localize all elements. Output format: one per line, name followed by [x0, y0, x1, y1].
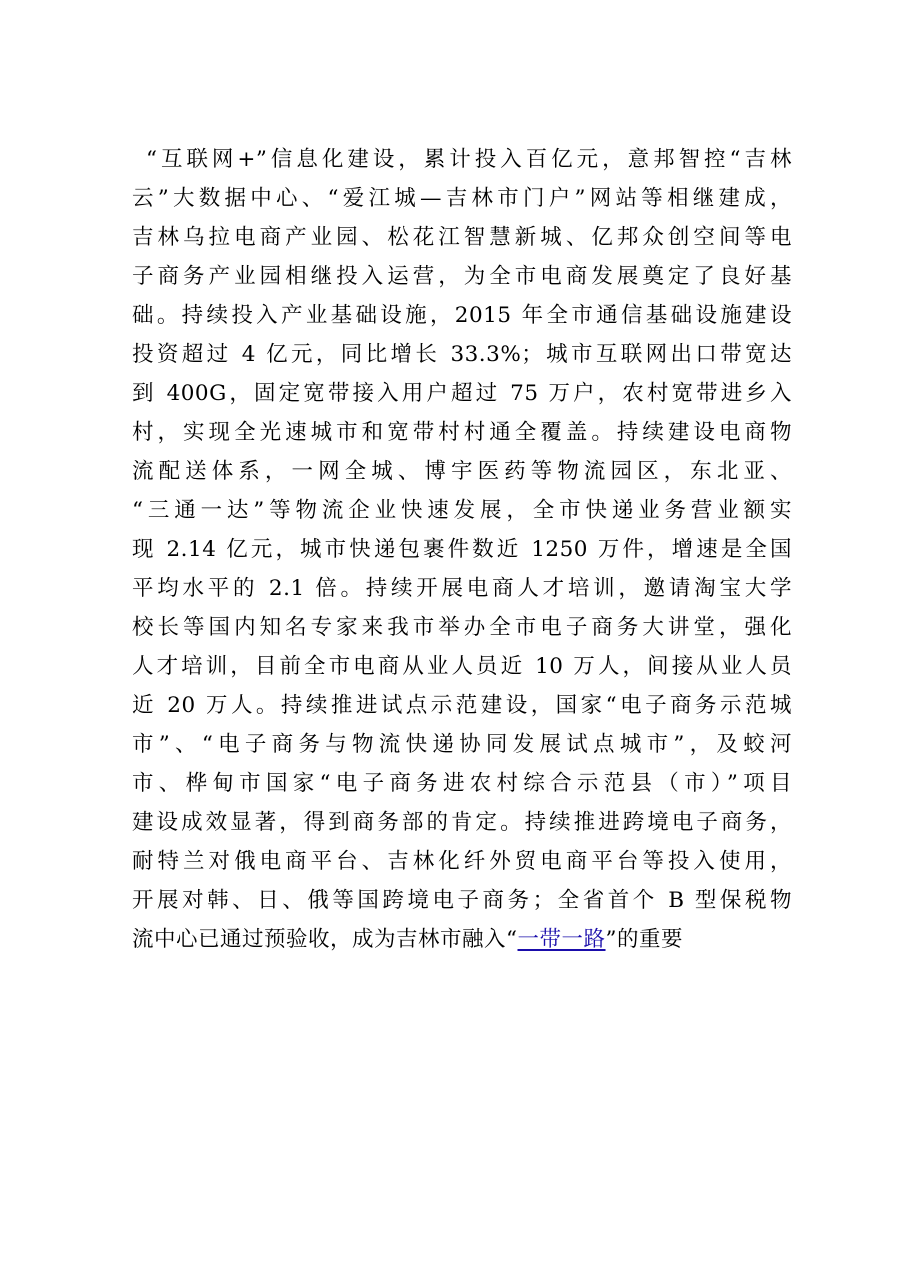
text-line: 建设成效显著，得到商务部的肯定。持续推进跨境电子商务，	[132, 810, 792, 835]
text-line: 耐特兰对俄电商平台、吉林化纤外贸电商平台等投入使用，	[132, 849, 792, 874]
belt-and-road-link[interactable]: 一带一路	[517, 927, 606, 952]
text-line: 流配送体系，一网全城、博宇医药等物流园区，东北亚、	[132, 459, 792, 484]
body-paragraph	[132, 140, 792, 959]
text-line: 村，实现全光速城市和宽带村村通全覆盖。持续建设电商物	[132, 420, 792, 445]
text-line: 市”、“电子商务与物流快递协同发展试点城市”，及蛟河	[132, 732, 792, 757]
text-line: 近 20 万人。持续推进试点示范建设，国家“电子商务示范城	[132, 693, 792, 718]
text-fragment: ”的重要	[605, 927, 684, 952]
text-line: 础。持续投入产业基础设施，2015 年全市通信基础设施建设	[132, 303, 792, 328]
text-line: 到 400G，固定宽带接入用户超过 75 万户，农村宽带进乡入	[132, 381, 792, 406]
text-line: 校长等国内知名专家来我市举办全市电子商务大讲堂，强化	[132, 615, 792, 640]
text-line: 吉林乌拉电商产业园、松花江智慧新城、亿邦众创空间等电	[132, 225, 792, 250]
text-fragment: 流中心已通过预验收，成为吉林市融入“	[132, 927, 518, 952]
text-line: 开展对韩、日、俄等国跨境电子商务；全省首个 B 型保税物	[132, 888, 792, 913]
text-line: 人才培训，目前全市电商从业人员近 10 万人，间接从业人员	[132, 654, 792, 679]
text-line: 平均水平的 2.1 倍。持续开展电商人才培训，邀请淘宝大学	[132, 576, 792, 601]
text-line: 市、桦甸市国家“电子商务进农村综合示范县（市）”项目	[132, 771, 792, 796]
text-line: 现 2.14 亿元，城市快递包裹件数近 1250 万件，增速是全国	[132, 537, 792, 562]
text-line: 云”大数据中心、“爱江城—吉林市门户”网站等相继建成，	[132, 186, 792, 211]
text-line: 投资超过 4 亿元，同比增长 33.3%；城市互联网出口带宽达	[132, 342, 792, 367]
text-line: “三通一达”等物流企业快速发展，全市快递业务营业额实	[132, 498, 792, 523]
text-line-with-link	[132, 920, 792, 959]
text-line: “互联网+”信息化建设，累计投入百亿元，意邦智控“吉林	[146, 147, 792, 172]
text-line: 子商务产业园相继投入运营，为全市电商发展奠定了良好基	[132, 264, 792, 289]
